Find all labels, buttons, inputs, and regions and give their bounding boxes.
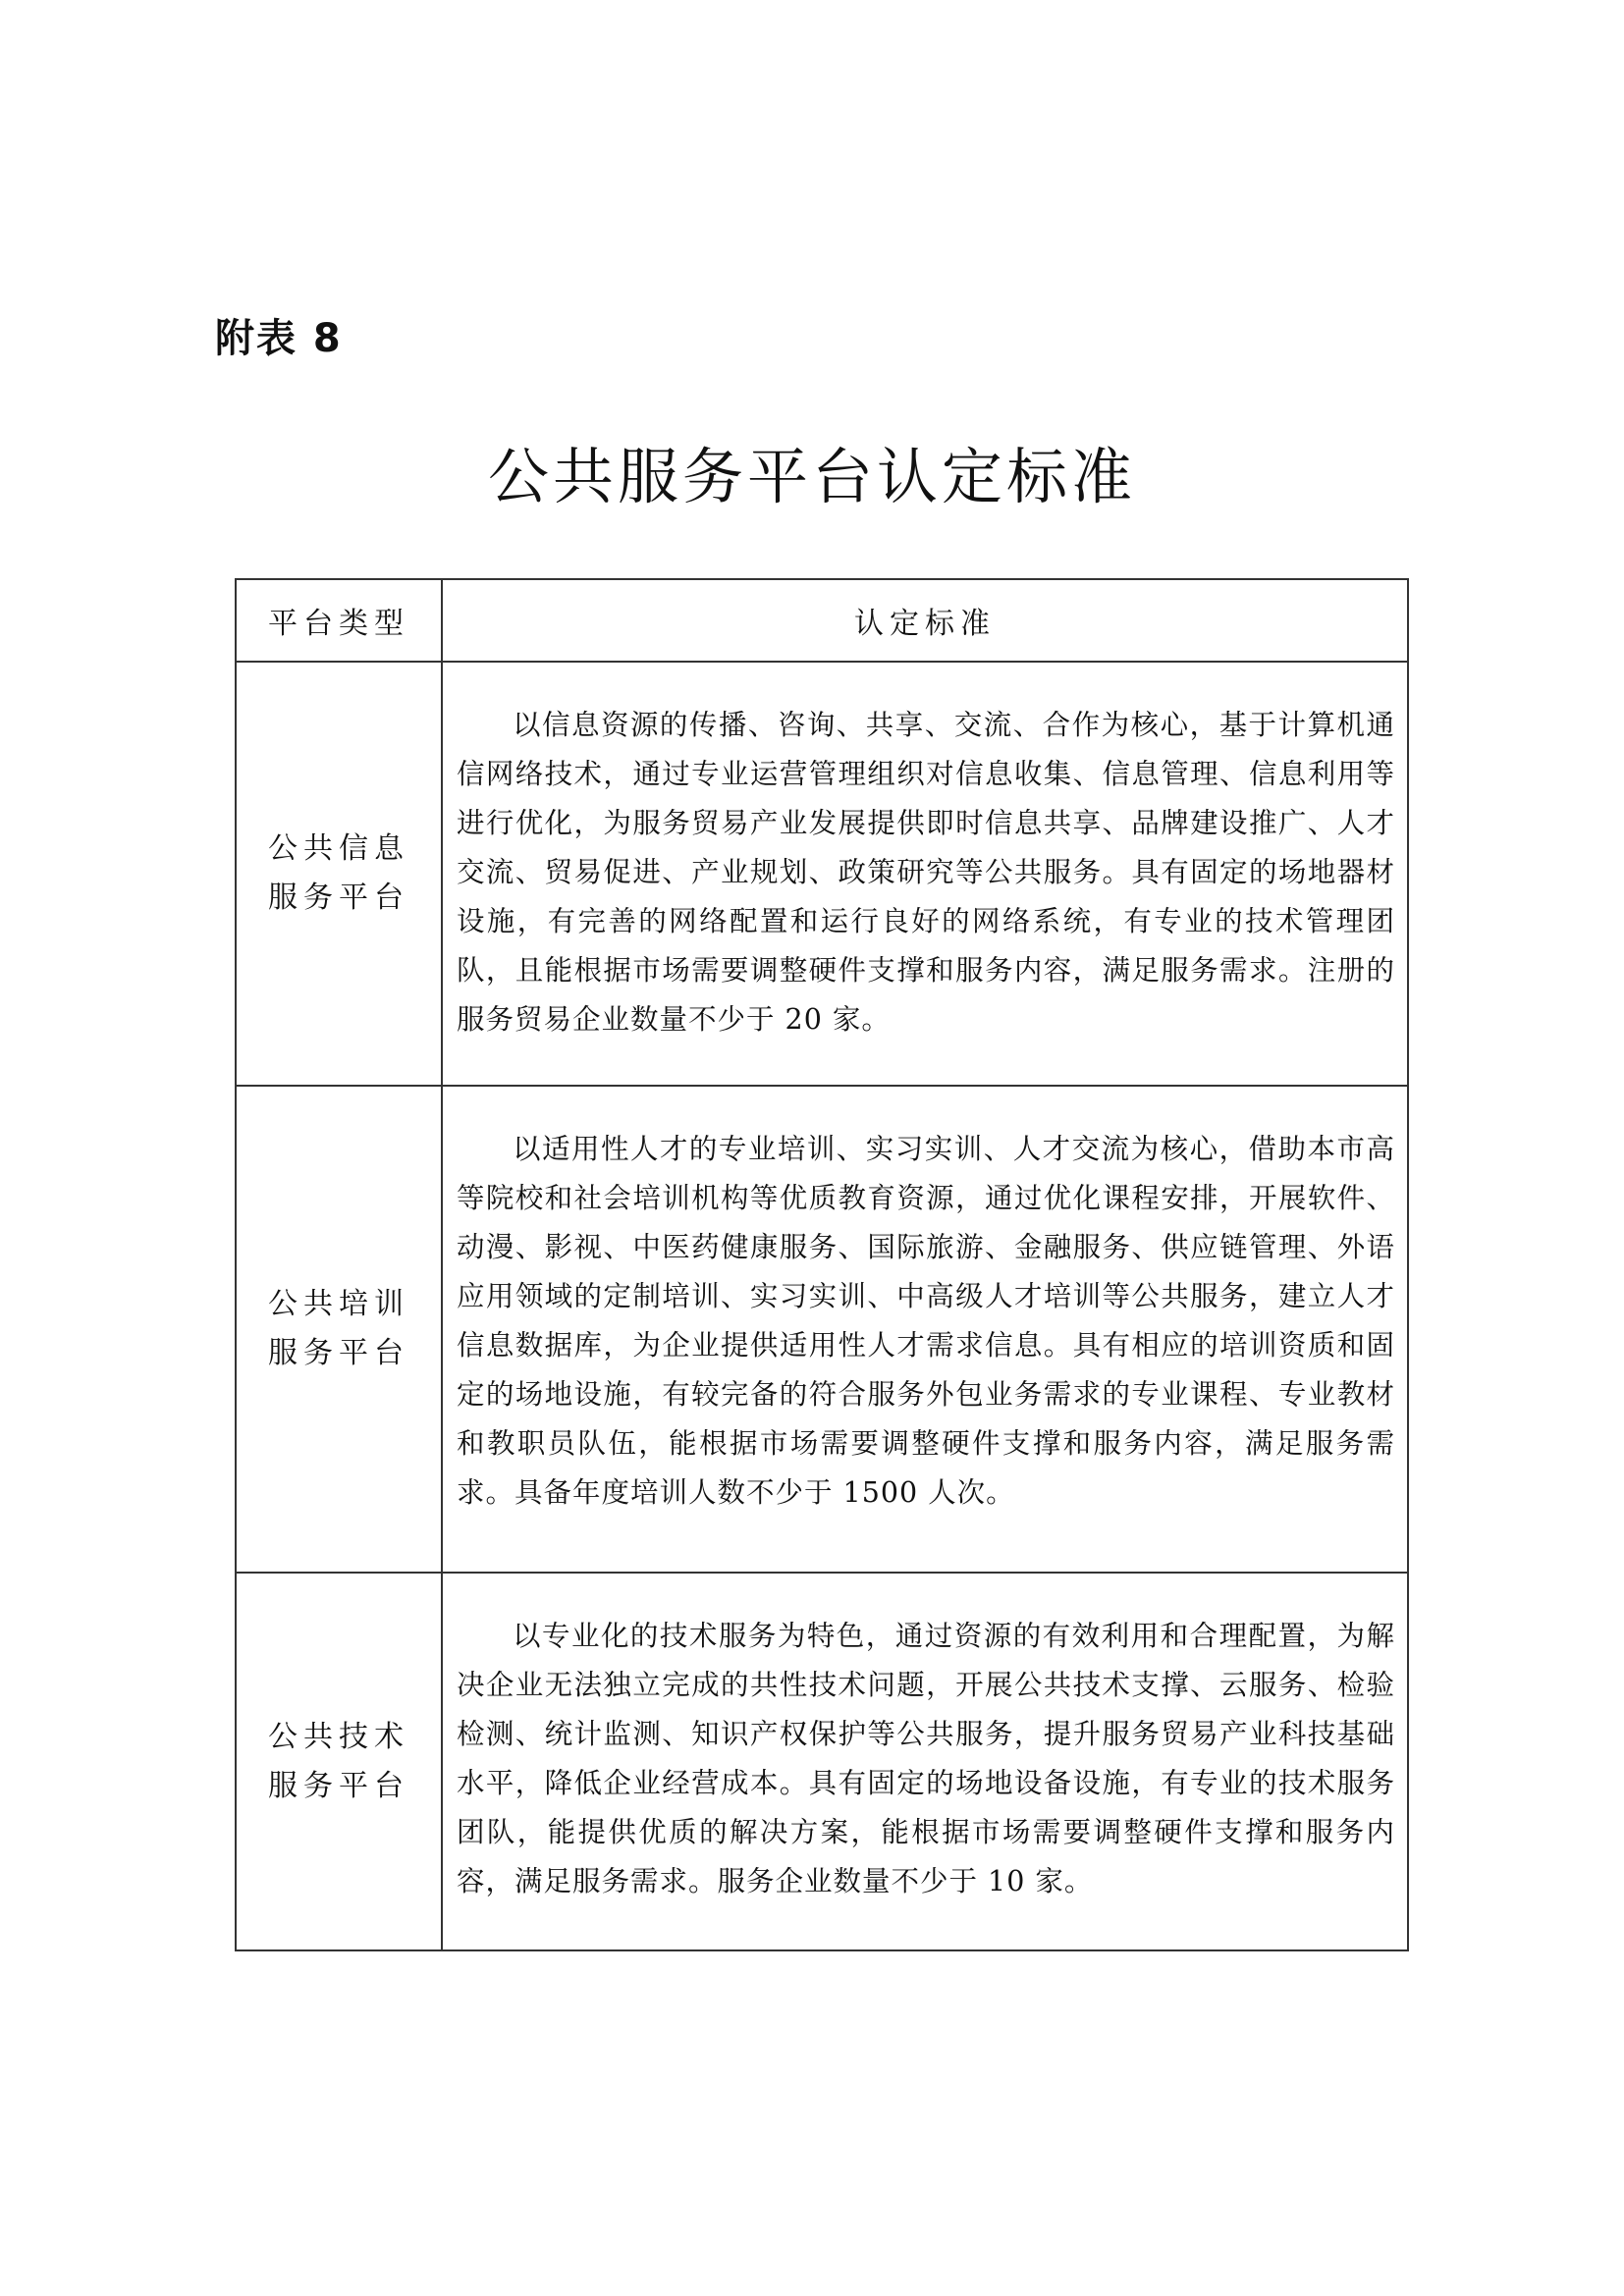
criteria-text: 以专业化的技术服务为特色，通过资源的有效利用和合理配置，为解决企业无法独立完成的共性技术问题，开展公共技术支撑、云服务、检验检测、统计监测、知识产权保护等公共服务，提升服务贸易产业科技基础水平，降低企业经营成本。具有固定的场地设备设施，有专业的技术服务团队，能提供优质的解决方案，能根据市场需要调整硬件支撑和服务内容，满足服务需求。服务企业数量不少于 10 家。: [457, 1620, 1395, 1897]
platform-type-cell: [236, 1573, 442, 1950]
header-criteria: 认定标准: [442, 579, 1408, 662]
platform-type-line: 公共技术: [268, 1719, 409, 1754]
platform-type-line: 服务平台: [268, 1336, 409, 1370]
table-row: [236, 662, 1408, 1086]
criteria-text: 以信息资源的传播、咨询、共享、交流、合作为核心，基于计算机通信网络技术，通过专业运营管理组织对信息收集、信息管理、信息利用等进行优化，为服务贸易产业发展提供即时信息共享、品牌建设推广、人才交流、贸易促进、产业规划、政策研究等公共服务。具有固定的场地器材设施，有完善的网络配置和运行良好的网络系统，有专业的技术管理团队，且能根据市场需要调整硬件支撑和服务内容，满足服务需求。注册的服务贸易企业数量不少于 20 家。: [457, 709, 1395, 1036]
header-platform-type: 平台类型: [236, 579, 442, 662]
page-title: 公共服务平台认定标准: [487, 441, 1136, 512]
platform-type-cell: [236, 662, 442, 1086]
platform-type-cell: [236, 1086, 442, 1573]
table-row: [236, 1086, 1408, 1573]
platform-type-line: 服务平台: [268, 881, 409, 915]
platform-type-line: 公共培训: [268, 1287, 409, 1321]
criteria-text: 以适用性人才的专业培训、实习实训、人才交流为核心，借助本市高等院校和社会培训机构等优质教育资源，通过优化课程安排，开展软件、动漫、影视、中医药健康服务、国际旅游、金融服务、供应链管理、外语应用领域的定制培训、实习实训、中高级人才培训等公共服务，建立人才信息数据库，为企业提供适用性人才需求信息。具有相应的培训资质和固定的场地设施，有较完备的符合服务外包业务需求的专业课程、专业教材和教职员队伍，能根据市场需要调整硬件支撑和服务内容，满足服务需求。具备年度培训人数不少于 1500 人次。: [457, 1133, 1395, 1509]
platform-type-line: 服务平台: [268, 1768, 409, 1803]
criteria-cell: [442, 1086, 1408, 1573]
criteria-cell: [442, 662, 1408, 1086]
table-row: [236, 1573, 1408, 1950]
table-header-row: [236, 579, 1408, 662]
platform-type-line: 公共信息: [268, 831, 409, 866]
criteria-table: [235, 578, 1409, 1951]
appendix-label: 附表 8: [215, 316, 343, 361]
criteria-cell: [442, 1573, 1408, 1950]
